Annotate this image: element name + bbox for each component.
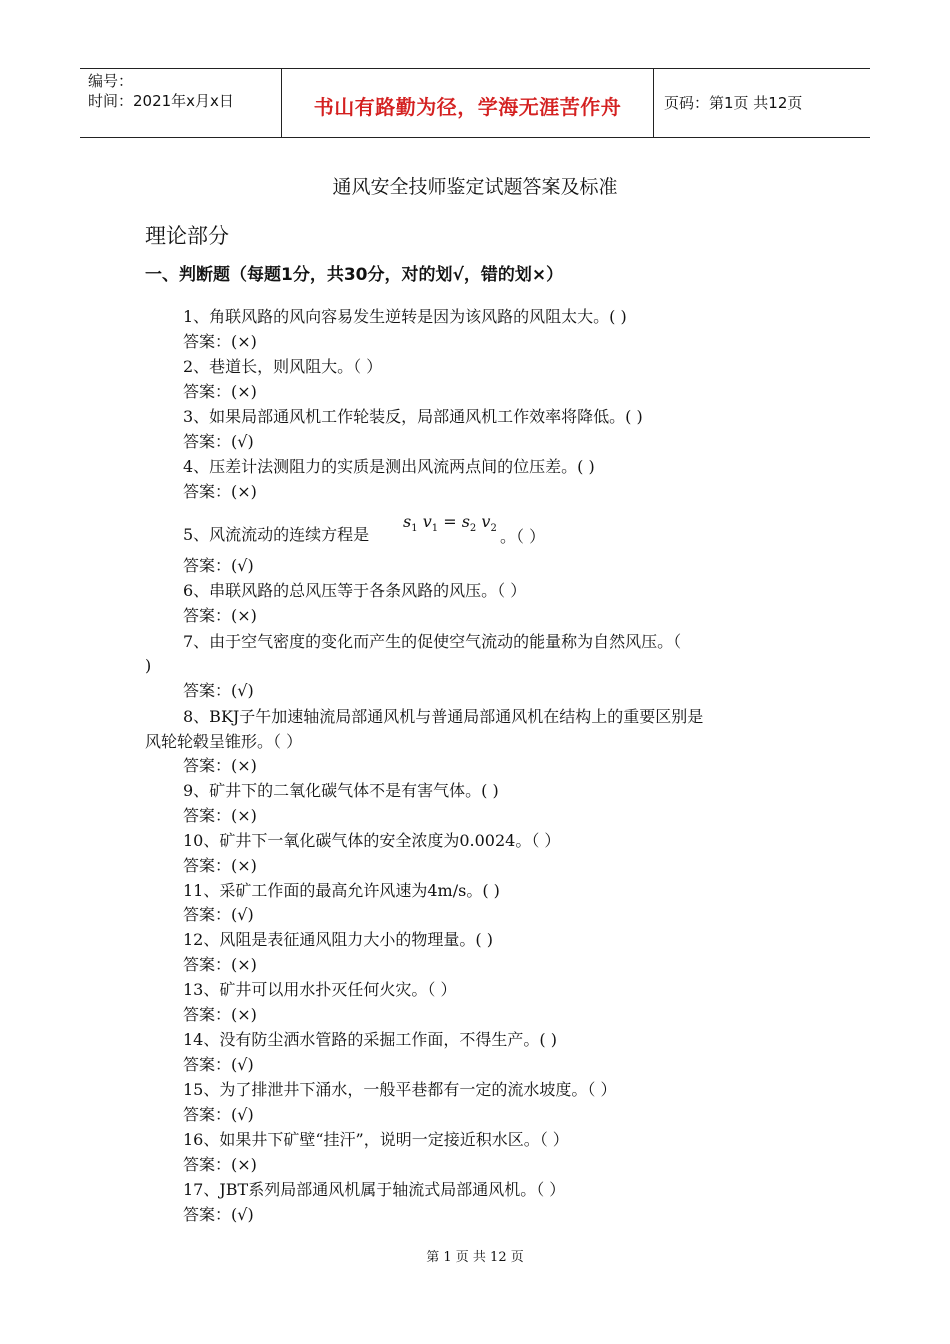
question-7: 7、由于空气密度的变化而产生的促使空气流动的能量称为自然风压。（ bbox=[183, 632, 682, 651]
answer-6: 答案：(×) bbox=[183, 606, 257, 625]
answer-4: 答案：(×) bbox=[183, 482, 257, 501]
header-info-cell bbox=[80, 69, 282, 137]
question-17: 17、JBT系列局部通风机属于轴流式局部通风机。（ ） bbox=[183, 1180, 566, 1199]
number-label: 编号： bbox=[88, 72, 134, 90]
answer-14: 答案：(√) bbox=[183, 1055, 254, 1074]
question-13: 13、矿井可以用水扑灭任何火灾。（ ） bbox=[183, 980, 457, 999]
header-table bbox=[80, 68, 870, 138]
section-heading: 理论部分 bbox=[145, 224, 229, 248]
question-12: 12、风阻是表征通风阻力大小的物理量。( ) bbox=[183, 930, 493, 949]
question-9: 9、矿井下的二氧化碳气体不是有害气体。( ) bbox=[183, 781, 499, 800]
answer-11: 答案：(√) bbox=[183, 905, 254, 924]
question-11: 11、采矿工作面的最高允许风速为4m/s。( ) bbox=[183, 881, 500, 900]
page-label: 页码：第1页 共12页 bbox=[664, 94, 803, 112]
subsection-heading: 一、判断题（每题1分，共30分，对的划√，错的划×） bbox=[145, 265, 564, 285]
motto: 书山有路勤为径，学海无涯苦作舟 bbox=[313, 95, 622, 119]
question-1: 1、角联风路的风向容易发生逆转是因为该风路的风阻太大。( ) bbox=[183, 307, 627, 326]
answer-15: 答案：(√) bbox=[183, 1105, 254, 1124]
answer-5: 答案：(√) bbox=[183, 556, 254, 575]
answer-16: 答案：(×) bbox=[183, 1155, 257, 1174]
answer-13: 答案：(×) bbox=[183, 1005, 257, 1024]
question-7-cont: ) bbox=[145, 656, 152, 675]
question-8: 8、BKJ子午加速轴流局部通风机与普通局部通风机在结构上的重要区别是 bbox=[183, 707, 704, 726]
question-5-tail: 。（ ） bbox=[500, 527, 546, 546]
answer-8: 答案：(×) bbox=[183, 756, 257, 775]
question-15: 15、为了排泄井下涌水，一般平巷都有一定的流水坡度。（ ） bbox=[183, 1080, 617, 1099]
answer-7: 答案：(√) bbox=[183, 681, 254, 700]
question-2: 2、巷道长，则风阻大。（ ） bbox=[183, 357, 383, 376]
question-10: 10、矿井下一氧化碳气体的安全浓度为0.0024。（ ） bbox=[183, 831, 561, 850]
answer-10: 答案：(×) bbox=[183, 856, 257, 875]
answer-1: 答案：(×) bbox=[183, 332, 257, 351]
page-footer: 第 1 页 共 12 页 bbox=[426, 1250, 524, 1265]
question-8-cont: 风轮轮毂呈锥形。（ ） bbox=[145, 732, 303, 751]
document-title: 通风安全技师鉴定试题答案及标准 bbox=[332, 176, 618, 198]
continuity-formula: $s_1$ $v_1 = s_2$ $v_2$ bbox=[403, 512, 497, 535]
header-motto-cell bbox=[282, 69, 654, 137]
question-5: 5、风流流动的连续方程是 bbox=[183, 525, 370, 544]
time-label: 时间：2021年x月x日 bbox=[88, 92, 234, 110]
question-3: 3、如果局部通风机工作轮装反，局部通风机工作效率将降低。( ) bbox=[183, 407, 643, 426]
answer-9: 答案：(×) bbox=[183, 806, 257, 825]
header-page-cell bbox=[654, 69, 870, 137]
question-14: 14、没有防尘洒水管路的采掘工作面，不得生产。( ) bbox=[183, 1030, 557, 1049]
answer-2: 答案：(×) bbox=[183, 382, 257, 401]
answer-12: 答案：(×) bbox=[183, 955, 257, 974]
answer-3: 答案：(√) bbox=[183, 432, 254, 451]
answer-17: 答案：(√) bbox=[183, 1205, 254, 1224]
question-4: 4、压差计法测阻力的实质是测出风流两点间的位压差。( ) bbox=[183, 457, 595, 476]
question-6: 6、串联风路的总风压等于各条风路的风压。（ ） bbox=[183, 581, 527, 600]
question-16: 16、如果井下矿壁“挂汗”，说明一定接近积水区。（ ） bbox=[183, 1130, 569, 1149]
